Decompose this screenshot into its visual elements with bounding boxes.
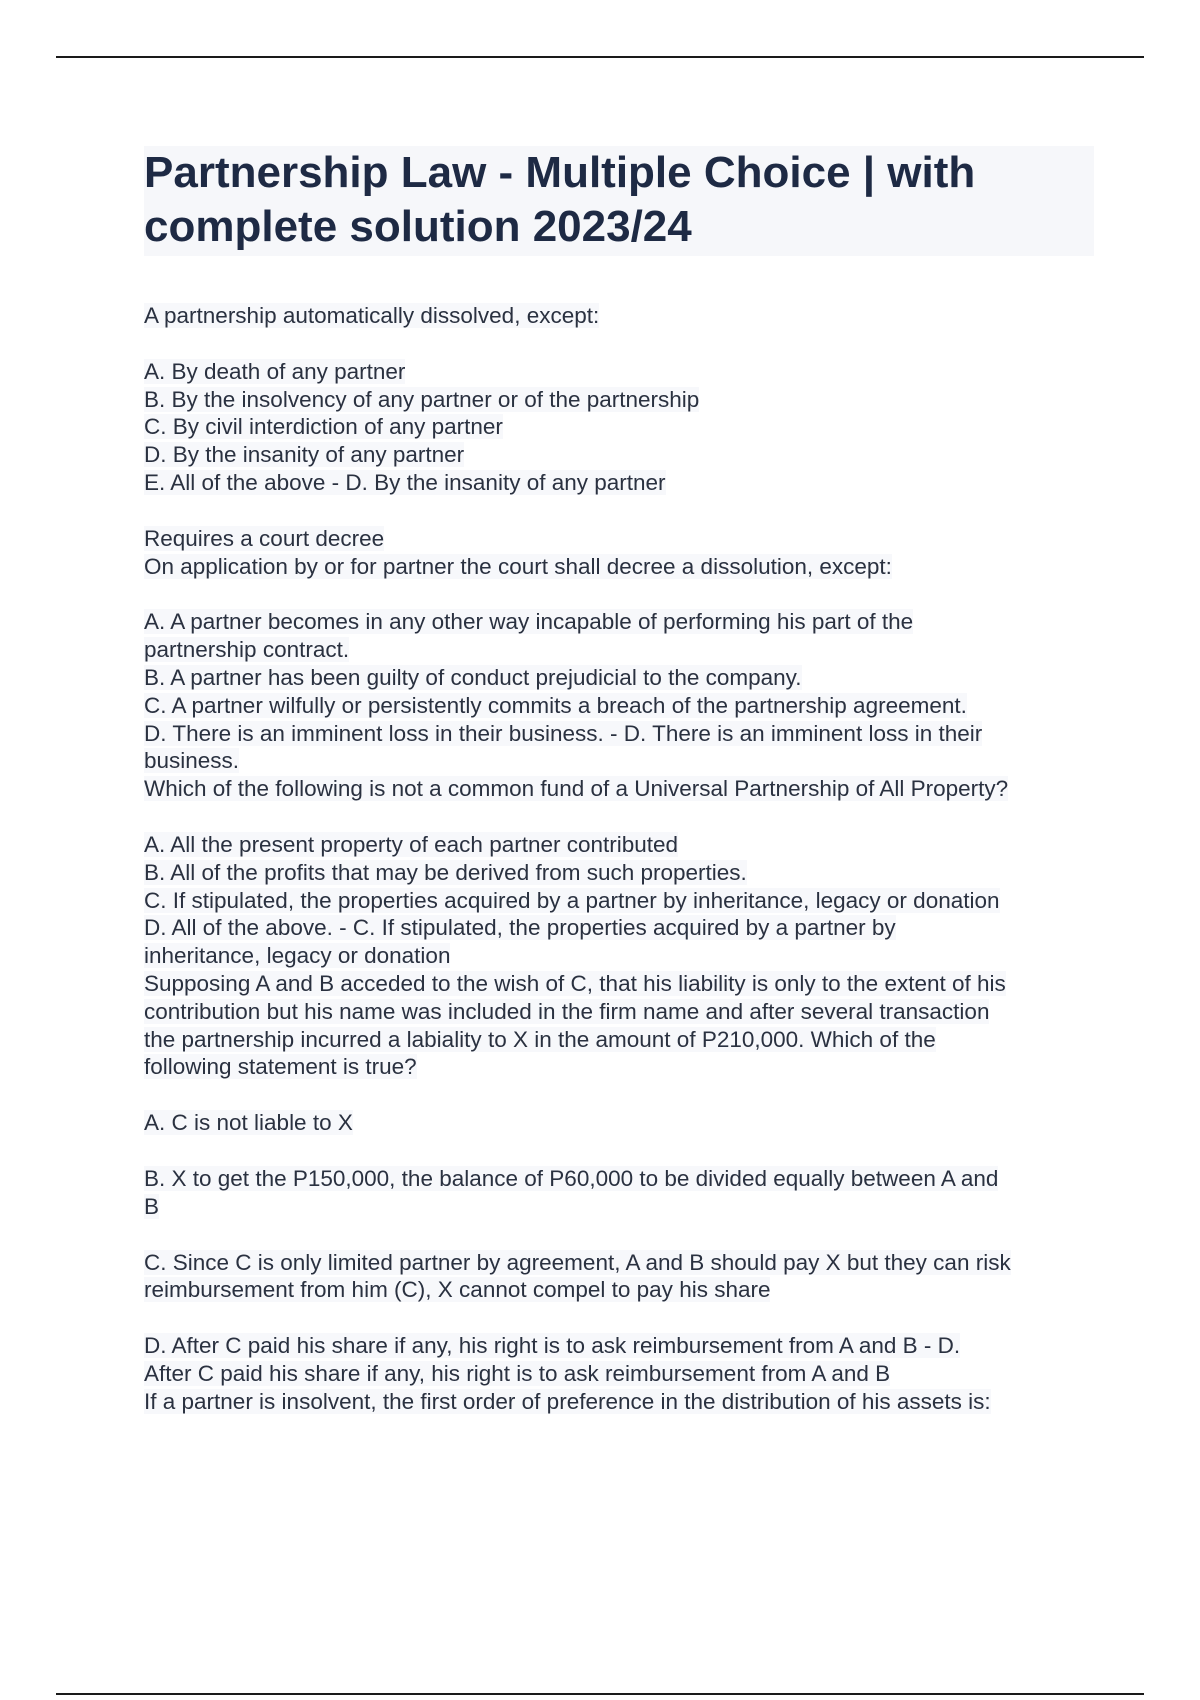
text-line <box>144 1109 1104 1137</box>
text-line-content: business. <box>144 748 240 774</box>
text-line-content: A. C is not liable to X <box>144 1110 353 1136</box>
text-line-content: B. X to get the P150,000, the balance of P60,000 to be divided equally between A and <box>144 1165 999 1191</box>
text-line-content: A. A partner becomes in any other way incapable of performing his part of the <box>144 609 914 635</box>
text-line-content: D. By the insanity of any partner <box>144 442 465 468</box>
paragraph-gap <box>144 1137 1104 1165</box>
text-line-content: B. A partner has been guilty of conduct prejudicial to the company. <box>144 664 802 690</box>
text-line-content: the partnership incurred a labiality to X in the amount of P210,000. Which of the <box>144 1026 936 1052</box>
text-line-content: reimbursement from him (C), X cannot compel to pay his share <box>144 1277 771 1303</box>
text-line <box>144 302 1104 330</box>
text-line <box>144 998 1104 1026</box>
text-line <box>144 1360 1104 1388</box>
text-line-content: After C paid his share if any, his right is to ask reimbursement from A and B <box>144 1360 891 1386</box>
text-line <box>144 1249 1104 1277</box>
text-line-content: D. There is an imminent loss in their business. - D. There is an imminent loss in their <box>144 720 983 746</box>
text-line-content: B. By the insolvency of any partner or of the partnership <box>144 386 700 412</box>
text-line <box>144 747 1104 775</box>
text-line <box>144 720 1104 748</box>
text-line <box>144 1332 1104 1360</box>
page-title: Partnership Law - Multiple Choice | with complete solution 2023/24 <box>144 146 1094 256</box>
paragraph-gap <box>144 1221 1104 1249</box>
text-line <box>144 692 1104 720</box>
text-line-content: following statement is true? <box>144 1054 417 1080</box>
top-rule <box>56 56 1144 58</box>
paragraph-gap <box>144 330 1104 358</box>
text-line <box>144 1388 1104 1416</box>
text-line-content: Supposing A and B acceded to the wish of C, that his liability is only to the extent of his <box>144 970 1006 996</box>
text-line-content: Which of the following is not a common fund of a Universal Partnership of All Property? <box>144 776 1009 802</box>
text-line <box>144 636 1104 664</box>
text-line <box>144 1165 1104 1193</box>
text-line <box>144 970 1104 998</box>
text-line <box>144 887 1104 915</box>
text-line-content: D. After C paid his share if any, his right is to ask reimbursement from A and B - D. <box>144 1333 961 1359</box>
text-line-content: On application by or for partner the court shall decree a dissolution, except: <box>144 553 892 579</box>
paragraph-gap <box>144 803 1104 831</box>
text-line <box>144 775 1104 803</box>
text-line <box>144 553 1104 581</box>
text-line-content: C. By civil interdiction of any partner <box>144 414 503 440</box>
text-line-content: C. Since C is only limited partner by agreement, A and B should pay X but they can risk <box>144 1249 1011 1275</box>
text-line <box>144 608 1104 636</box>
text-line <box>144 358 1104 386</box>
text-line-content: A. All the present property of each partner contributed <box>144 831 679 857</box>
text-line <box>144 1026 1104 1054</box>
text-line <box>144 1276 1104 1304</box>
paragraph-gap <box>144 580 1104 608</box>
text-line-content: D. All of the above. - C. If stipulated, the properties acquired by a partner by <box>144 915 896 941</box>
text-line-content: C. A partner wilfully or persistently commits a breach of the partnership agreement. <box>144 692 967 718</box>
text-line-content: Requires a court decree <box>144 525 385 551</box>
text-line <box>144 1193 1104 1221</box>
document-body <box>144 302 1104 1416</box>
text-line <box>144 942 1104 970</box>
text-line-content: C. If stipulated, the properties acquired by a partner by inheritance, legacy or donation <box>144 887 1000 913</box>
text-line-content: partnership contract. <box>144 637 350 663</box>
text-line <box>144 914 1104 942</box>
text-line-content: A partnership automatically dissolved, except: <box>144 303 600 328</box>
text-line-content: E. All of the above - D. By the insanity of any partner <box>144 469 666 495</box>
text-line-content: B. All of the profits that may be derived from such properties. <box>144 859 747 885</box>
text-line-content: B <box>144 1193 160 1219</box>
paragraph-gap <box>144 497 1104 525</box>
text-line-content: inheritance, legacy or donation <box>144 943 451 969</box>
text-line <box>144 413 1104 441</box>
text-line <box>144 469 1104 497</box>
paragraph-gap <box>144 1081 1104 1109</box>
text-line-content: A. By death of any partner <box>144 358 406 384</box>
text-line <box>144 386 1104 414</box>
text-line <box>144 664 1104 692</box>
text-line-content: contribution but his name was included in the firm name and after several transaction <box>144 998 990 1024</box>
paragraph-gap <box>144 1304 1104 1332</box>
bottom-rule <box>56 1693 1144 1695</box>
text-line <box>144 1053 1104 1081</box>
text-line <box>144 831 1104 859</box>
text-line <box>144 525 1104 553</box>
text-line-content: If a partner is insolvent, the first order of preference in the distribution of his assets is: <box>144 1388 991 1414</box>
text-line <box>144 441 1104 469</box>
text-line <box>144 859 1104 887</box>
